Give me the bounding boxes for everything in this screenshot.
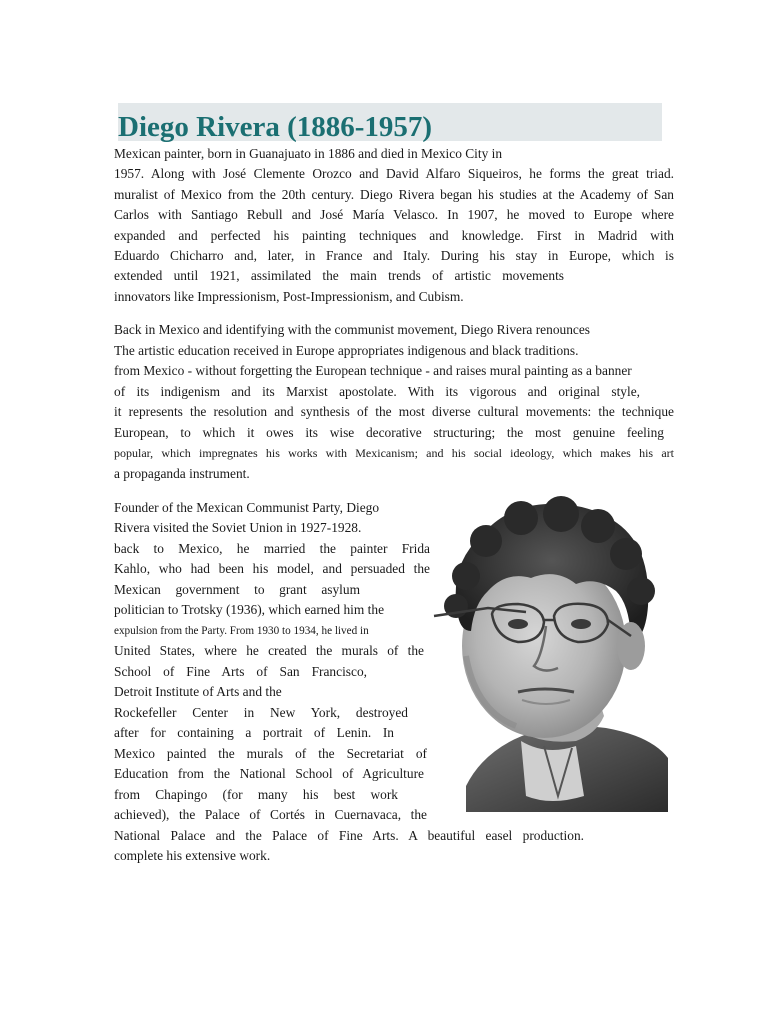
paragraph-3-line: complete his extensive work. (114, 848, 271, 863)
paragraph-3-line: from Chapingo (for many his best work (114, 787, 398, 802)
paragraph-2-line: from Mexico - without forgetting the European technique - and raises mural painting as a banner (114, 363, 632, 378)
paragraph-3-line: Kahlo, who had been his model, and persuaded the (114, 561, 430, 576)
page-title: Diego Rivera (1886-1957) (118, 111, 433, 143)
paragraph-1-line: Eduardo Chicharro and, later, in France and Italy. During his stay in Europe, which is (114, 248, 674, 263)
paragraph-1-line: Mexican painter, born in Guanajuato in 1886 and died in Mexico City in (114, 146, 503, 161)
paragraph-3-line: Mexico painted the murals of the Secretariat of (114, 746, 427, 761)
paragraph-1-line: Carlos with Santiago Rebull and José María Velasco. In 1907, he moved to Europe where (114, 207, 674, 222)
paragraph-3-line: achieved), the Palace of Cortés in Cuernavaca, the (114, 807, 427, 822)
paragraph-3-line: after for containing a portrait of Lenin. In (114, 725, 394, 740)
paragraph-3-line: Mexican government to grant asylum (114, 582, 360, 597)
paragraph-3-line: School of Fine Arts of San Francisco, (114, 664, 367, 679)
paragraph-1-line: 1957. Along with José Clemente Orozco and David Alfaro Siqueiros, he forms the great triad. (114, 166, 674, 181)
paragraph-3-line: politician to Trotsky (1936), which earned him the (114, 602, 385, 617)
paragraph-1-line: muralist of Mexico from the 20th century. Diego Rivera began his studies at the Academy of San (114, 187, 674, 202)
paragraph-2-line: European, to which it owes its wise decorative structuring; the most genuine feeling (114, 425, 664, 440)
paragraph-3-line: expulsion from the Party. From 1930 to 1934, he lived in (114, 625, 369, 637)
paragraph-3-line: Founder of the Mexican Communist Party, Diego (114, 500, 380, 515)
paragraph-3-line: National Palace and the Palace of Fine Arts. A beautiful easel production. (114, 828, 584, 843)
paragraph-1-line: expanded and perfected his painting techniques and knowledge. First in Madrid with (114, 228, 674, 243)
portrait-image (426, 496, 668, 812)
paragraph-3-line: back to Mexico, he married the painter Frida (114, 541, 430, 556)
paragraph-3-line: Education from the National School of Agriculture (114, 766, 424, 781)
paragraph-1-line: extended until 1921, assimilated the main trends of artistic movements (114, 268, 564, 283)
paragraph-2-line: a propaganda instrument. (114, 466, 250, 481)
paragraph-3-line: United States, where he created the murals of the (114, 643, 424, 658)
paragraph-2-line: Back in Mexico and identifying with the communist movement, Diego Rivera renounces (114, 322, 591, 337)
paragraph-2-line: it represents the resolution and synthesis of the most diverse cultural movements: the technique (114, 404, 674, 419)
paragraph-2-line: The artistic education received in Europe appropriates indigenous and black traditions. (114, 343, 579, 358)
paragraph-1-line: innovators like Impressionism, Post-Impressionism, and Cubism. (114, 289, 464, 304)
paragraph-3-line: Detroit Institute of Arts and the (114, 684, 282, 699)
paragraph-3-line: Rivera visited the Soviet Union in 1927-1928. (114, 520, 362, 535)
paragraph-2-line: of its indigenism and its Marxist apostolate. With its vigorous and original style, (114, 384, 640, 399)
paragraph-3-line: Rockefeller Center in New York, destroyed (114, 705, 408, 720)
paragraph-2-line: popular, which impregnates his works with Mexicanism; and his social ideology, which makes his art (114, 446, 674, 460)
